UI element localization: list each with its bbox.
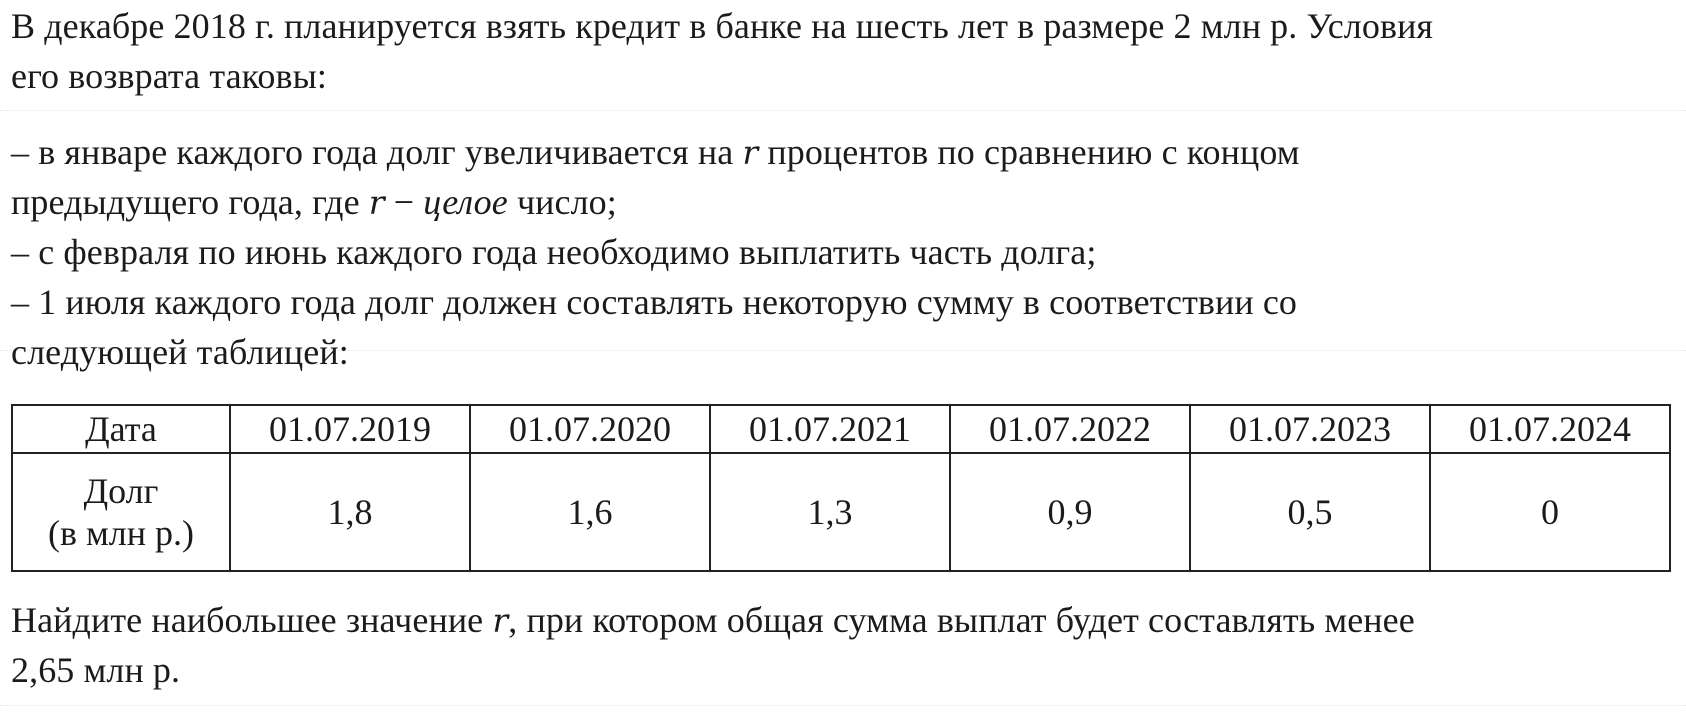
table-row-label-cell (12, 453, 230, 571)
question-line-2: 2,65 млн р. (11, 650, 181, 690)
date-cell: 01.07.2023 (1190, 405, 1430, 453)
question-line-1 (11, 598, 1415, 643)
condition-2: – с февраля по июнь каждого года необходимо выплатить часть долга; (11, 232, 1097, 272)
question-text: , при котором общая сумма выплат будет составлять менее (508, 600, 1415, 640)
debt-cell: 0,5 (1190, 453, 1430, 571)
date-cell: 01.07.2020 (470, 405, 710, 453)
condition-1-line-1 (11, 130, 1300, 175)
condition-3-line-2: следующей таблицей: (11, 332, 349, 372)
date-cell: 01.07.2024 (1430, 405, 1670, 453)
condition-1-text: число; (507, 182, 617, 222)
table-row-dates (12, 405, 1670, 453)
debt-cell: 0,9 (950, 453, 1190, 571)
debt-cell: 1,8 (230, 453, 470, 571)
condition-1-line-2 (11, 180, 617, 225)
date-cell: 01.07.2022 (950, 405, 1190, 453)
debt-cell: 0 (1430, 453, 1670, 571)
guide-line (0, 705, 1686, 706)
row-label-line-1: Долг (83, 471, 159, 511)
date-cell: 01.07.2019 (230, 405, 470, 453)
row-label-line-2: (в млн р.) (48, 513, 194, 553)
table-header-cell: Дата (12, 405, 230, 453)
table-row-debts (12, 453, 1670, 571)
intro-line-1: В декабре 2018 г. планируется взять кредит в банке на шесть лет в размере 2 млн р. Условия (11, 6, 1434, 46)
guide-line (0, 110, 1686, 111)
variable-r: r (492, 601, 509, 640)
question-text: Найдите наибольшее значение (11, 600, 493, 640)
integer-emphasis: целое (423, 182, 508, 222)
condition-1-text: процентов по сравнению с концом (758, 132, 1300, 172)
minus-sign: − (384, 182, 424, 222)
condition-1-text: – в январе каждого года долг увеличивается на (11, 132, 743, 172)
condition-1-text: предыдущего года, где (11, 182, 369, 222)
variable-r: r (742, 133, 759, 172)
condition-3-line-1: – 1 июля каждого года долг должен составлять некоторую сумму в соответствии со (11, 282, 1298, 322)
date-cell: 01.07.2021 (710, 405, 950, 453)
debt-schedule-table (11, 404, 1671, 572)
intro-line-2: его возврата таковы: (11, 56, 328, 96)
debt-cell: 1,6 (470, 453, 710, 571)
variable-r: r (368, 183, 385, 222)
debt-cell: 1,3 (710, 453, 950, 571)
